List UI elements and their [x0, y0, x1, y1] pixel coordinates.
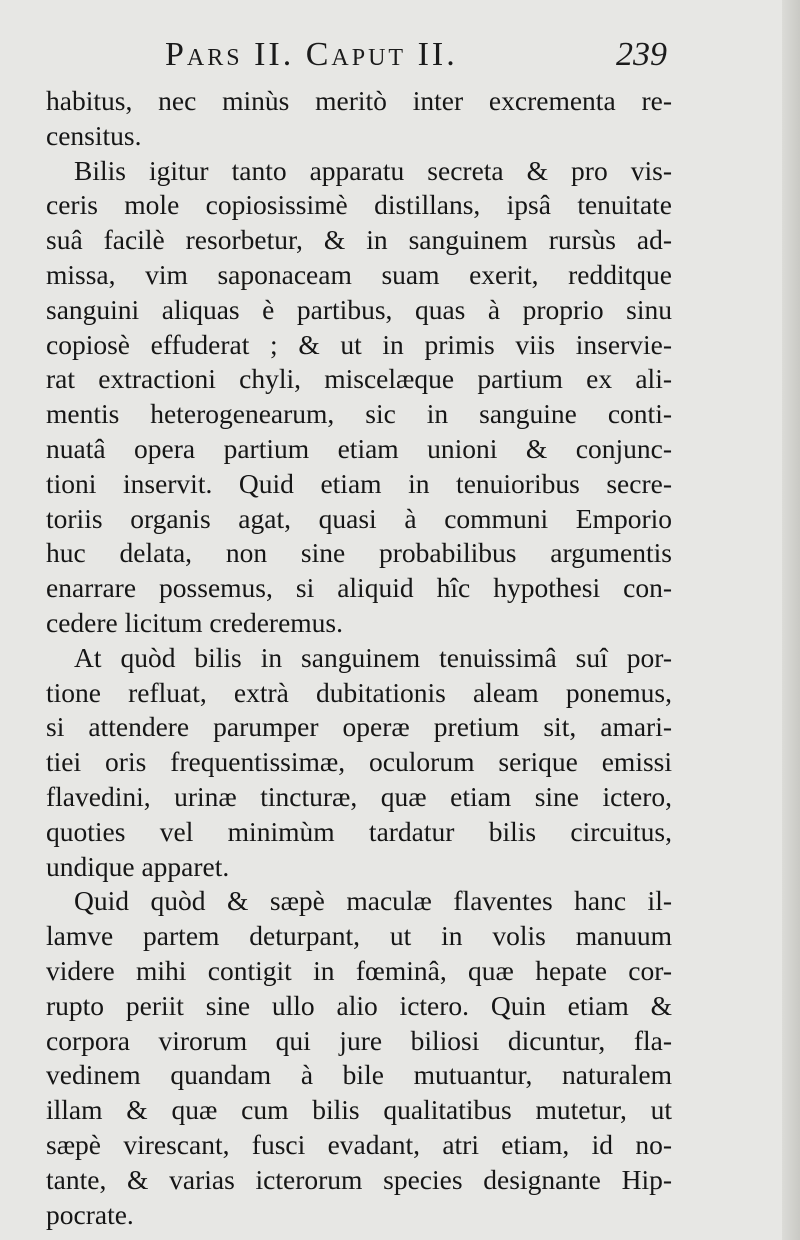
text-line: toriis organis agat, quasi à communi Emporio — [46, 502, 672, 534]
text-line: lamve partem deturpant, ut in volis manuum — [46, 920, 672, 952]
body-text — [46, 84, 672, 1232]
text-line: At quòd bilis in sanguinem tenuissimâ suî por- — [74, 641, 672, 673]
page-number: 239 — [616, 36, 667, 73]
text-line: suâ facilè resorbetur, & in sanguinem rursùs ad- — [46, 224, 672, 256]
text-line: mentis heterogenearum, sic in sanguine conti- — [46, 398, 672, 430]
text-line: sæpè virescant, fusci evadant, atri etiam, id no- — [46, 1128, 672, 1160]
paragraph — [46, 884, 672, 1232]
text-line: ceris mole copiosissimè distillans, ipsâ tenuitate — [46, 189, 672, 221]
text-line: missa, vim saponaceam suam exerit, redditque — [46, 258, 672, 290]
text-line: tiei oris frequentissimæ, oculorum serique emissi — [46, 746, 672, 778]
text-line: copiosè effuderat ; & ut in primis viis inservie- — [46, 328, 672, 360]
text-line: pocrate. — [46, 1198, 134, 1230]
text-line: undique apparet. — [46, 850, 230, 882]
text-line: rat extractioni chyli, miscelæque partium ex ali- — [46, 363, 672, 395]
text-line: quoties vel minimùm tardatur bilis circuitus, — [46, 815, 672, 847]
text-line: habitus, nec minùs meritò inter excrementa re- — [46, 85, 672, 116]
running-head — [45, 36, 667, 80]
paragraph — [46, 641, 672, 885]
text-line: sanguini aliquas è partibus, quas à proprio sinu — [46, 293, 672, 325]
text-line: Quid quòd & sæpè maculæ flaventes hanc il- — [74, 885, 672, 917]
text-line: nuatâ opera partium etiam unioni & conjunc- — [46, 432, 672, 464]
text-line: censitus. — [46, 119, 142, 151]
paragraph — [46, 84, 672, 154]
running-head-title: Pars II. Caput II. — [165, 36, 458, 73]
text-line: tione refluat, extrà dubitationis aleam ponemus, — [46, 676, 672, 708]
text-line: flavedini, urinæ tincturæ, quæ etiam sine ictero, — [46, 780, 672, 812]
text-line: corpora virorum qui jure biliosi dicuntur, fla- — [46, 1024, 672, 1056]
text-line: rupto periit sine ullo alio ictero. Quin etiam & — [46, 989, 672, 1021]
paragraph — [46, 154, 672, 641]
text-line: videre mihi contigit in fœminâ, quæ hepate cor- — [46, 954, 672, 986]
text-line: tante, & varias icterorum species designante Hip- — [46, 1163, 672, 1195]
text-line: huc delata, non sine probabilibus argumentis — [46, 537, 672, 569]
text-line: cedere licitum crederemus. — [46, 606, 343, 638]
text-line: si attendere parumper operæ pretium sit, amari- — [46, 711, 672, 743]
text-line: tioni inservit. Quid etiam in tenuioribus secre- — [46, 467, 672, 499]
text-line: enarrare possemus, si aliquid hîc hypothesi con- — [46, 572, 672, 604]
text-line: Bilis igitur tanto apparatu secreta & pro vis- — [74, 154, 672, 186]
text-line: vedinem quandam à bile mutuantur, naturalem — [46, 1059, 672, 1091]
page-edge-shadow — [782, 0, 800, 1240]
text-line: illam & quæ cum bilis qualitatibus mutetur, ut — [46, 1094, 672, 1126]
